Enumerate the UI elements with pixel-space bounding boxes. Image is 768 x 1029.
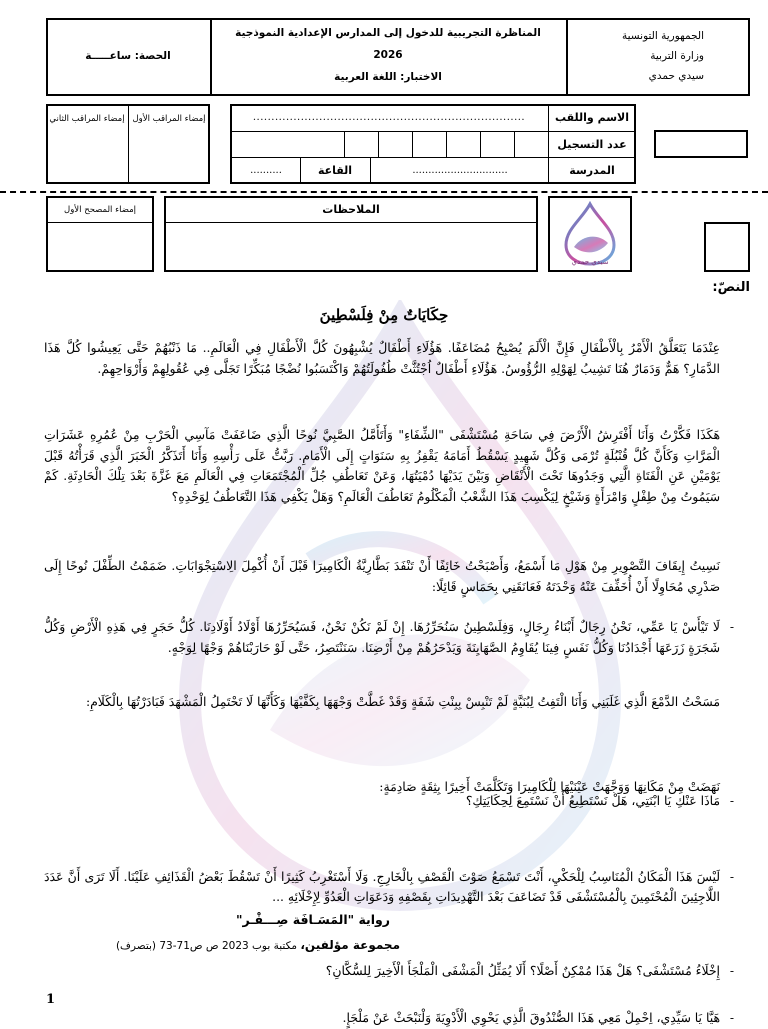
score-box	[704, 222, 750, 272]
dialogue-3-text: إِخْلَاءُ مُسْتَشْفَى؟ هَلْ هَذَا مُمْكِنٌ أَصْلًا؟ أَلَا يُمَثِّلُ الْمَشْفَى الْمَلْجَأَ الْأَخِيرَ لِلسُّكَّانِ؟	[325, 962, 720, 978]
dialogue-4	[44, 1008, 734, 1029]
room-divider	[300, 157, 301, 184]
first-corrector-signature: إمضاء المصحح الأول	[64, 205, 136, 215]
logo-box	[548, 196, 632, 272]
dialogue-1-text: مَاذَا عَنْكِ يَا ابْنَتِي، هَلْ نَسْتَطِيعُ أَنْ نَسْتَمِعَ لِحِكَايَتِكِ؟	[465, 793, 720, 808]
paragraph-2: هَكَذَا فَكَّرْتُ وَأَنَا أَفْتَرِشُ الْأَرْضَ فِي سَاحَةِ مُسْتَشْفَى "الشِّفَاءِ" وَأَتَأَمَّلُ الصَّبِيَّ نُوحًا الَّذِي ضَاعَفَتْ مَآسِي الْحَرْبِ مِنْ عُمُرِهِ عَشَرَاتِ الْمَرَّاتِ وَكَأَنَّ كُلَّ قُنْبُلَةٍ تُرْمَى وَكُلَّ شَهِيدٍ يَسْقُطُ أَمَامَهُ يَقْفِزُ بِهِ سَنَوَاتٍ إِلَى الْأَمَامِ. رَبَّتُّ عَلَى رَأْسِهِ وَأَنَا أَتَذَكَّرُ الْخَبَرَ الَّذِي قَرَأْتُهُ قَبْلَ يَوْمَيْنِ عَنِ الْفَتَاةِ الَّتِي وَجَدُوهَا تَحْتَ الْأَنْقَاضِ وَبَيْنَ يَدَيْهَا دُمْيَتُهَا، وَعَنْ تَعَاطُفِ جُلِّ الْمُجْتَمَعَاتِ فِي الْعَالَمِ مَعَ غَزَّةَ بَعْدَ تِلْكَ الْحَادِثَةِ. كَمْ سَيَمُوتُ مِنْ طِفْلٍ وَامْرَأَةٍ وَشَيْخٍ لِيَكْسِبَ هَذَا الشَّعْبُ الْمَكْلُومُ تَعَاطُفَ الْعَالَمِ؟ وَهَلْ يَكْفِي هَذَا التَّعَاطُفُ لِوَحْدِهِ؟	[44, 427, 720, 504]
registration-cell[interactable]	[446, 131, 480, 157]
registration-cell[interactable]	[412, 131, 446, 157]
logo-text: سيدي حمدي	[571, 258, 609, 266]
remarks-header-line	[164, 222, 538, 223]
dialogue-2-text: لَيْسَ هَذَا الْمَكَانُ الْمُنَاسِبُ لِلْحَكْيِ، أَنْتَ تَسْمَعُ صَوْتَ الْقَصْفِ بِالْخَارِجِ. وَلَا أَسْتَغْرِبُ كَثِيرًا أَنْ تَسْقُطَ بَعْضُ الْقَذَائِفِ عَلَيْنَا. أَلَا تَرَى أَنَّ عَدَدَ اللَّاجِئِينَ الْمُحْتَمِينَ بِالْمُسْتَشْفَى قَدْ تَضَاعَفَ بَعْدَ التَّهْدِيدَاتِ بِقَصْفِهِ وَدَعَوَاتِ الْعَدُوِّ لِإِخْلَائِهِ ...	[44, 868, 720, 904]
region-label: سيدي حمدي	[648, 70, 704, 82]
ministry-label: وزارة التربية	[650, 50, 704, 62]
text-title: حِكَايَاتٌ مِنْ فِلَسْطِينَ	[319, 306, 449, 324]
corrector-header-line	[46, 222, 154, 223]
room-label: القاعة	[317, 164, 353, 177]
registration-cell[interactable]	[480, 131, 514, 157]
paragraph-5: نَهَضَتْ مِنْ مَكَانِهَا وَوَجَّهَتْ عَيْنَيْهَا لِلْكَامِيرَا وَتَكَلَّمَتْ أَخِيرًا بِثِقَةٍ صَادِمَةٍ:	[379, 779, 720, 794]
dialogue-4-text: هَيَّا يَا سَيِّدِي، اِحْمِلْ مَعِي هَذَا الصُّنْدُوقَ الَّذِي يَحْوِي الْأَدْوِيَةَ وَلْنَبْحَثْ عَنْ مَلْجَإٍ.	[342, 1010, 720, 1025]
source-novel: رواية "المَسَـافَة صِـــفْـر"	[235, 912, 390, 927]
name-label: الاسم واللقب	[554, 111, 630, 124]
registration-cell[interactable]	[514, 131, 548, 157]
registration-cell[interactable]	[378, 131, 412, 157]
quote-noah	[44, 617, 734, 658]
exam-duration: الحصة: ساعـــــة	[85, 50, 171, 62]
cut-line	[0, 191, 768, 193]
source-authors: مجموعة مؤلفين،	[300, 938, 400, 952]
page-number: 1	[46, 992, 56, 1007]
first-supervisor-signature[interactable]: إمضاء المراقب الأول	[132, 114, 206, 124]
header-center-block	[214, 22, 562, 88]
quote-noah-text: لَا تَيْأَسْ يَا عَمِّي، نَحْنُ رِجَالٌ أَبْنَاءُ رِجَالٍ، وَفِلَسْطِينُ سَنُحَرِّرُهَا. إِنْ لَمْ نَكُنْ نَحْنُ، فَسَيُحَرِّرُهَا أَوْلَادُ أَوْلَادِنَا. كُلُّ حَجَرٍ فِي هَذِهِ الْأَرْضِ وَكُلُّ شَجَرَةٍ زَرَعَهَا أَجْدَادُنَا وَكُلُّ نَفَسٍ فِينَا يُقَاوِمُ الصَّهَايِنَةَ وَيَدْحَرُهُمْ مِنْ أَرْضِنَا. سَنَنْتَصِرُ، حَتَّى لَوْ حَارَبْنَاهُمْ وَجْهًا لِوَجْهٍ.	[44, 619, 720, 655]
paragraph-1: عِنْدَمَا يَتَعَلَّقُ الْأَمْرُ بِالْأَطْفَالِ فَإِنَّ الْأَلَمَ يُصْبِحُ مُضَاعَفًا. هَؤُلَاءِ أَطْفَالٌ يُشْبِهُونَ كُلَّ الْأَطْفَالِ فِي الْعَالَمِ.. مَا ذَنْبُهُمْ حَتَّى يَعِيشُوا كُلَّ هَذَا الدَّمَارِ؟ هَمٌّ وَدَمَارٌ هُنَا تَشِيبُ لِهَوْلِهِ الرُّؤُوسُ. هَؤُلَاءِ أَطْفَالٌ اُجْتُثَّتْ طُفُولَتُهُمْ وَاكْتَسَبُوا نُضْجًا مُبَكِّرًا تَجَلَّى فِي عُقُولِهِمْ وَأَرْوَاحِهِمْ.	[44, 340, 720, 376]
republic-label: الجمهورية التونسية	[622, 30, 704, 42]
paragraph-4: مَسَحْتُ الدَّمْعَ الَّذِي غَلَبَنِي وَأَنَا الْتَفِتُ لِبُنَيَّةٍ لَمْ تَنْبِسْ بِبِنْتِ شَفَةٍ وَقَدْ غَطَّتْ وَجْهَهَا بِكَفَّيْهَا وَكَأَنَّهَا لَا تَحْتَمِلُ الْمَشْهَدَ فَبَادَرْتُهَا بِالْكَلَامِ:	[85, 694, 720, 709]
school-room-divider	[370, 157, 371, 184]
source-line	[60, 938, 400, 952]
registration-label: عدد التسجيل	[557, 137, 627, 151]
header-right-block	[570, 26, 704, 86]
room-field[interactable]: ..........	[250, 165, 282, 176]
watermark-logo	[150, 300, 650, 920]
header-divider-right	[566, 18, 568, 96]
header-divider-left	[210, 18, 212, 96]
exam-year: 2026	[373, 49, 403, 61]
registration-cell[interactable]	[344, 131, 378, 157]
dialogue-3	[44, 961, 734, 982]
exam-subject: الاختبار: اللغة العربية	[334, 71, 442, 83]
remarks-label: الملاحظات	[322, 202, 380, 216]
source-details: مكتبة بوب 2023 ص ص71-73 (بتصرف)	[115, 940, 297, 952]
name-field[interactable]: ..........................................................................	[252, 112, 526, 123]
supervisor-divider	[128, 104, 129, 184]
dialogue-2	[44, 867, 734, 908]
text-label: النصّ:	[712, 280, 750, 295]
code-box-top	[654, 130, 748, 158]
school-label: المدرسة	[569, 164, 615, 177]
school-field[interactable]: ..............................	[412, 165, 508, 176]
exam-title: المناظرة التجريبية للدخول إلى المدارس الإعدادية النموذجية	[235, 27, 541, 39]
second-supervisor-signature[interactable]: إمضاء المراقب الثاني	[49, 114, 125, 124]
paragraph-3: نَسِيتُ إِيقَافَ التَّصْوِيرِ مِنْ هَوْلِ مَا أَسْمَعُ، وَأَصْبَحْتُ خَائِفًا أَنْ تَنْفَدَ بَطَّارِيَّةُ الْكَامِيرَا قَبْلَ أَنْ أُكْمِلَ الِاسْتِجْوَابَاتِ. ضَمَمْتُ الطِّفْلَ نُوحًا إِلَى صَدْرِي مُحَاوِلًا أَنْ أُخَفِّفَ عَنْهُ وَحْدَتَهُ فَعَانَقَنِي بِحَمَاسٍ قَائِلًا:	[44, 558, 720, 594]
